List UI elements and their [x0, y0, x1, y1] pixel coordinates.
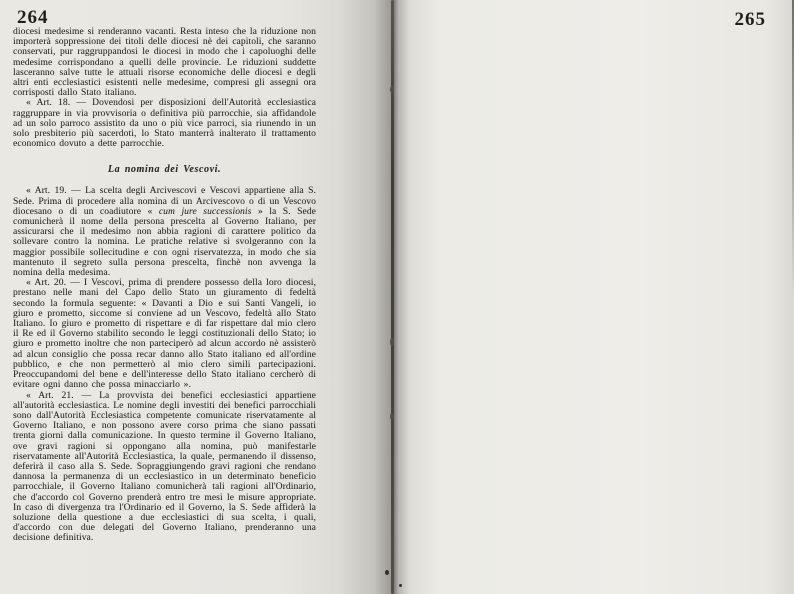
- paragraph-art-18: « Art. 18. — Dovendosi per disposizioni dell'Autorità ecclesiastica raggruppare in via provvisoria o definitiva più parrocchie, sia affidandole ad un solo parroco assistito da uno o più vice parroci, sia riunendo in un solo presbiterio più sacerdoti, lo Stato manterrà inalterato il trattamento economico dovuto a dette parrocchie.: [13, 98, 316, 150]
- page-number-left: 264: [17, 7, 49, 28]
- scan-speck: [399, 584, 402, 587]
- paragraph-art-19: « Art. 19. — La scelta degli Arcivescovi e Vescovi appartiene alla S. Sede. Prima di procedere alla nomina di un Arcivescovo o di un Vescovo diocesano o di un coadiutore « cum jure successionis » la S. Sede comunicherà il nome della persona prescelta al Governo Italiano, per assicurarsi che il medesimo non abbia ragioni di carattere politico da sollevare contro la nomina. Le pratiche relative si svolgeranno con la maggior possibile sollecitudine e con ogni riservatezza, in modo che sia mantenuto il segreto sulla persona prescelta, finchè non avvenga la nomina della medesima.: [13, 186, 316, 279]
- page-right: [394, 0, 794, 594]
- page-left: [0, 0, 394, 594]
- paragraph-art-20: « Art. 20. — I Vescovi, prima di prendere possesso della loro diocesi, prestano nelle mani del Capo dello Stato un giuramento di fedeltà secondo la formula seguente: « Davanti a Dio e sui Santi Vangeli, io giuro e prometto, siccome si conviene ad un Vescovo, fedeltà allo Stato Italiano. Io giuro e prometto di rispettare e di far rispettare dal mio clero il Re ed il Governo stabilito secondo le leggi costituzionali dello Stato; io giuro e prometto inoltre che non parteciperò ad alcun accordo nè assisterò ad alcun consiglio che possa recar danno allo Stato italiano ed all'ordine pubblico, e che non permetterò al mio clero simili partecipazioni. Preoccupandomi del bene e dell'interesse dello Stato italiano cercherò di evitare ogni danno che possa minacciarlo ».: [13, 278, 316, 391]
- paragraph-art-21: « Art. 21. — La provvista dei benefici ecclesiastici appartiene all'autorità ecclesiastica. Le nomine degli investiti dei benefici parrocchiali sono dall'Autorità Ecclesiastica competente comunicate riservatamente al Governo Italiano, e non possono avere corso prima che siano passati trenta giorni dalla comunicazione. In questo termine il Governo Italiano, ove gravi ragioni si oppongano alla nomina, può manifestarle riservatamente all'Autorità Ecclesiastica, la quale, permanendo il dissenso, deferirà il caso alla S. Sede. Sopraggiungendo gravi ragioni che rendano dannosa la permanenza di un ecclesiastico in un determinato beneficio parrocchiale, il Governo Italiano comunicherà tali ragioni all'Ordinario, che d'accordo col Governo prenderà entro tre mesi le misure appropriate. In caso di divergenza tra l'Ordinario ed il Governo, la S. Sede affiderà la soluzione della questione a due ecclesiastici di sua scelta, i quali, d'accordo con due delegati del Governo Italiano, prenderanno una decisione definitiva.: [13, 390, 316, 544]
- section-heading-nomina-vescovi: La nomina dei Vescovi.: [107, 164, 222, 176]
- paragraph-continuation: diocesi medesime si renderanno vacanti. Resta inteso che la riduzione non importerà soppressione dei titoli delle diocesi nè dei capitoli, che saranno conservati, pur raggruppandosi le diocesi in modo che i capoluoghi delle medesime corrispondano a quelli delle provincie. Le riduzioni suddette lasceranno salve tutte le attuali risorse economiche delle diocesi e degli altri enti ecclesiastici esistenti nelle medesime, compresi gli assegni ora corrisposti dallo Stato italiano.: [13, 27, 316, 99]
- left-text-column: [13, 27, 316, 544]
- gutter-artifact: [390, 338, 394, 346]
- gutter-artifact: [390, 86, 394, 93]
- page-number-right: 265: [734, 9, 766, 30]
- gutter-artifact: [390, 413, 394, 420]
- scan-speck: [385, 570, 389, 575]
